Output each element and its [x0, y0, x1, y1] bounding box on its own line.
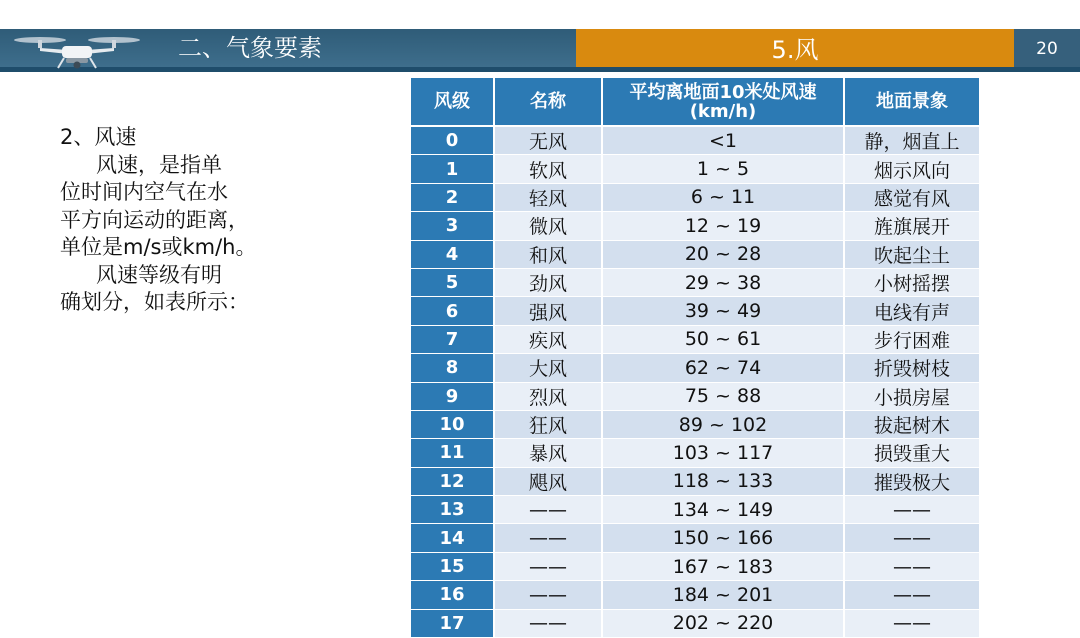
text-line: 平方向运动的距离，: [60, 207, 249, 232]
wind-speed-description: [60, 124, 270, 317]
header-scene: 地面景象: [844, 77, 980, 126]
cell-level: 16: [410, 581, 494, 609]
cell-speed: 20 ~ 28: [602, 240, 844, 268]
cell-speed: 89 ~ 102: [602, 410, 844, 438]
header-name: 名称: [494, 77, 602, 126]
cell-name: 狂风: [494, 410, 602, 438]
cell-name: 暴风: [494, 439, 602, 467]
cell-level: 1: [410, 155, 494, 183]
cell-name: 疾风: [494, 325, 602, 353]
cell-speed: 1 ~ 5: [602, 155, 844, 183]
table-row: [410, 126, 980, 155]
page-number: 20: [1036, 39, 1058, 59]
cell-speed: 50 ~ 61: [602, 325, 844, 353]
drone-icon: [10, 28, 145, 70]
cell-speed: 167 ~ 183: [602, 552, 844, 580]
cell-scene: 吹起尘土: [844, 240, 980, 268]
wind-scale-table: [409, 76, 981, 638]
cell-level: 9: [410, 382, 494, 410]
table-row: [410, 183, 980, 211]
header-level: 风级: [410, 77, 494, 126]
table-row: [410, 439, 980, 467]
section-title: 二、气象要素: [178, 34, 322, 62]
cell-speed: 202 ~ 220: [602, 609, 844, 637]
cell-speed: 12 ~ 19: [602, 212, 844, 240]
cell-speed: 103 ~ 117: [602, 439, 844, 467]
header-speed: [602, 77, 844, 126]
table-row: [410, 524, 980, 552]
cell-name: ——: [494, 552, 602, 580]
table-row: [410, 382, 980, 410]
table-row: [410, 581, 980, 609]
cell-level: 11: [410, 439, 494, 467]
cell-speed: <1: [602, 126, 844, 155]
cell-speed: 62 ~ 74: [602, 354, 844, 382]
cell-level: 2: [410, 183, 494, 211]
cell-scene: 电线有声: [844, 297, 980, 325]
cell-scene: 拔起树木: [844, 410, 980, 438]
cell-level: 10: [410, 410, 494, 438]
table-row: [410, 240, 980, 268]
cell-name: 轻风: [494, 183, 602, 211]
cell-scene: 感觉有风: [844, 183, 980, 211]
text-line: 位时间内空气在水: [60, 180, 228, 204]
cell-name: 和风: [494, 240, 602, 268]
table-row: [410, 325, 980, 353]
cell-name: ——: [494, 581, 602, 609]
cell-scene: ——: [844, 524, 980, 552]
table-row: [410, 268, 980, 296]
cell-level: 3: [410, 212, 494, 240]
cell-speed: 29 ~ 38: [602, 268, 844, 296]
cell-scene: 折毁树枝: [844, 354, 980, 382]
cell-speed: 6 ~ 11: [602, 183, 844, 211]
cell-speed: 150 ~ 166: [602, 524, 844, 552]
table-row: [410, 354, 980, 382]
text-line: 风速等级有明: [96, 262, 222, 287]
cell-level: 8: [410, 354, 494, 382]
cell-scene: ——: [844, 496, 980, 524]
table-row: [410, 297, 980, 325]
cell-scene: ——: [844, 581, 980, 609]
table-row: [410, 155, 980, 183]
table-row: [410, 212, 980, 240]
cell-name: 微风: [494, 212, 602, 240]
cell-scene: 小损房屋: [844, 382, 980, 410]
cell-level: 5: [410, 268, 494, 296]
cell-level: 14: [410, 524, 494, 552]
cell-speed: 184 ~ 201: [602, 581, 844, 609]
text-line: 单位是m/s或km/h。: [60, 235, 257, 259]
table-row: [410, 467, 980, 495]
wind-scale-table-container: [409, 76, 979, 635]
cell-level: 15: [410, 552, 494, 580]
cell-name: ——: [494, 609, 602, 637]
cell-level: 13: [410, 496, 494, 524]
cell-name: 劲风: [494, 268, 602, 296]
cell-level: 7: [410, 325, 494, 353]
header-speed-label: 平均离地面10米处风速 (km/h): [629, 81, 817, 122]
cell-scene: ——: [844, 552, 980, 580]
cell-scene: 旌旗展开: [844, 212, 980, 240]
cell-scene: 损毁重大: [844, 439, 980, 467]
cell-name: ——: [494, 496, 602, 524]
table-header-row: [410, 77, 980, 126]
table-row: [410, 496, 980, 524]
cell-name: 飓风: [494, 467, 602, 495]
cell-name: 大风: [494, 354, 602, 382]
cell-scene: ——: [844, 609, 980, 637]
cell-speed: 39 ~ 49: [602, 297, 844, 325]
cell-speed: 118 ~ 133: [602, 467, 844, 495]
subheading: 2、风速: [60, 125, 137, 149]
cell-scene: 烟示风向: [844, 155, 980, 183]
cell-speed: 75 ~ 88: [602, 382, 844, 410]
cell-name: 软风: [494, 155, 602, 183]
text-line: 确划分，如表所示：: [60, 290, 249, 314]
cell-level: 4: [410, 240, 494, 268]
cell-scene: 小树摇摆: [844, 268, 980, 296]
topic-title: 5.风: [771, 36, 819, 64]
table-row: [410, 410, 980, 438]
text-line: 风速，是指单: [96, 152, 222, 177]
cell-scene: 静，烟直上: [844, 126, 980, 155]
cell-name: 强风: [494, 297, 602, 325]
table-body: [410, 126, 980, 638]
cell-level: 12: [410, 467, 494, 495]
cell-name: ——: [494, 524, 602, 552]
cell-level: 0: [410, 126, 494, 155]
cell-name: 烈风: [494, 382, 602, 410]
cell-speed: 134 ~ 149: [602, 496, 844, 524]
table-row: [410, 552, 980, 580]
cell-name: 无风: [494, 126, 602, 155]
cell-level: 6: [410, 297, 494, 325]
cell-scene: 摧毁极大: [844, 467, 980, 495]
table-row: [410, 609, 980, 637]
cell-level: 17: [410, 609, 494, 637]
cell-scene: 步行困难: [844, 325, 980, 353]
